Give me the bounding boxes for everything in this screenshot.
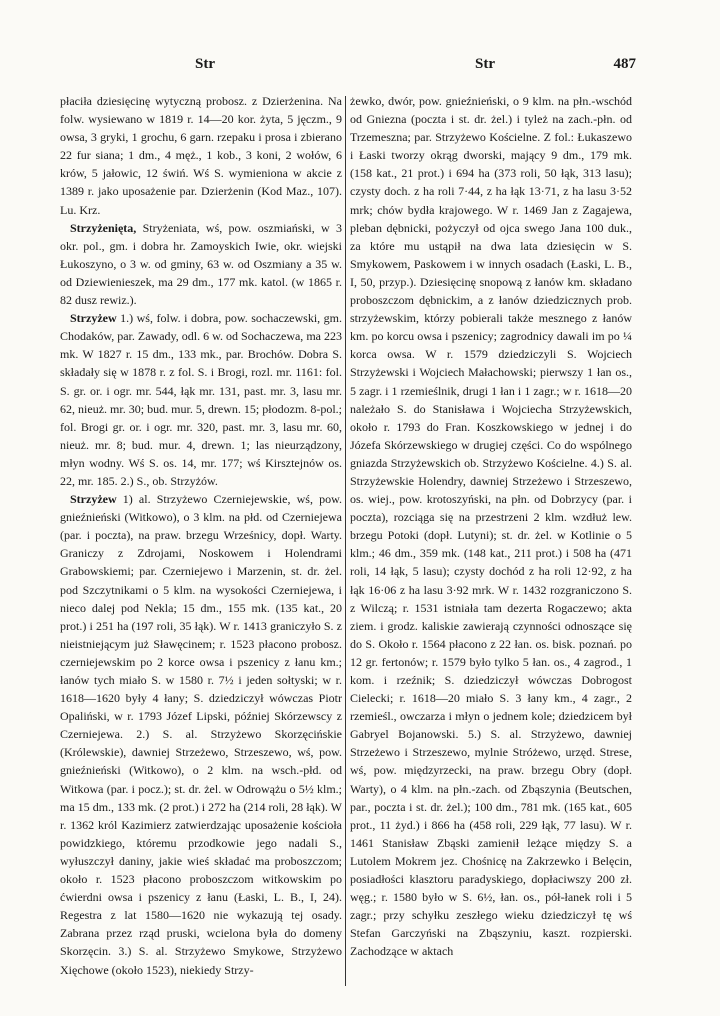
entry-paragraph: [60, 309, 342, 490]
entry-paragraph: [60, 219, 342, 309]
page-header: [60, 56, 636, 78]
entry-headword: Strzyżenięta,: [70, 220, 137, 235]
entry-paragraph: [60, 490, 342, 979]
header-left-word: Str: [195, 56, 215, 72]
header-middle-word: Str: [475, 56, 495, 72]
column-divider: [345, 96, 346, 986]
paragraph: żewko, dwór, pow. gnieźnieński, o 9 klm. na płn.-wschód od Gniezna (poczta i st. dr. żel.) i tyleż na zach.-płn. od Trzemeszna; par. Strzyżewo Kościelne. Z fol.: Łukaszewo i Łaski tworzy okrąg dworski, mający 9 dm., 179 mk. (158 kat., 21 prot.) i 694 ha (373 roli, 50 łąk, 313 lasu); czysty doch. z ha roli 7·44, z ha łąk 13·71, z ha lasu 3·52 mrk; chów bydła krajowego. W r. 1469 Jan z Zagajewa, pleban dębnicki, pożyczył od ojca swego Jana 100 duk., za które mu ustąpił na dwa lata dziesięcin w S. Smykowem, Paskowem i w innych osadach (Łaski, L. B., I, 50, przyp.). Dziesięcinę snopową z łanów km. składano proboszczom dębnickim, a z łanów dziedzicznych prob. strzyżewskim, którzy pobierali także mesznego z łanów km. po korcu owsa i pszenicy; zagrodnicy dawali im po ¼ korca owsa. W r. 1579 dziedziczyli S. Wojciech Strzyżewski i Wojciech Małachowski; pierwszy 1 łan os., 5 zagr. i 1 rzemieślnik, drugi 1 łan i 1 zagr.; w r. 1618—20 należało S. do Stanisława i Wojciecha Strzyżewskich, około r. 1793 do Fran. Koszkowskiego w jednej i do Józefa Skórzewskiego w drugiej części. Co do wspólnego gniazda Strzyżewskich ob. Strzyżewo Kościelne. 4.) S. al. Strzyżewskie Holendry, dawniej Strzeżewo i Strzeszewo, os. wiej., pow. krotoszyński, na płn. od Dobrzycy (par. i poczta), rozciąga się na przestrzeni 2 klm. wzdłuż lew. brzegu Potoki (dopł. Lutyni); st. dr. żel. w Kotlinie o 5 klm.; 46 dm., 359 mk. (148 kat., 211 prot.) i 508 ha (471 roli, 14 łąk, 5 lasu); czysty dochód z ha roli 12·92, z ha łąk 16·06 z ha lasu 3·92 mrk. W r. 1432 rozgraniczono S. z Wilczą; r. 1531 istniała tam dezerta Rogaczewo; akta ziem. i grodz. kaliskie zawierają czynności odnoszące się do S. Około r. 1564 płacono z 22 łan. os. bisk. poznań. po 12 gr. fertonów; r. 1579 było tylko 5 łan. os., 4 zagrod., 1 kom. i rzeźnik; S. dziedziczył wówczas Dobrogost Cielecki; r. 1618—20 miało S. 3 łany km., 4 zagr., 2 rzemieśl., owczarza i młyn o jednem kole; dziedzicem był Gabryel Bojanowski. 5.) S. al. Strzyżewo, dawniej Strzeżewo i Strzeszewo, mylnie Stróżewo, urzęd. Strese, wś, pow. międzyrzecki, na praw. brzegu Obry (dopł. Warty), o 4 klm. na płn.-zach. od Zbąszynia (Beutschen, par., poczta i st. dr. żel.); 100 dm., 781 mk. (165 kat., 605 prot., 11 żyd.) i 866 ha (458 roli, 229 łąk, 77 lasu). W r. 1461 Stanisław Zbąski zamienił leżące między S. a Lutolem Mokrem jez. Chośnicę na Zakrzewko i Belęcin, posiadłości klasztoru paradyskiego, dopłaciwszy 200 zł. węg.; r. 1580 było w S. 6½, łan. os., pół-łanek roli i 5 zagr.; przy schyłku zeszłego wieku dziedziczył tę wś Stefan Garczyński na Zbąszyniu, kaszt. rozpierski. Zachodzące w aktach: [350, 94, 632, 959]
entry-body: 1) al. Strzyżewo Czerniejewskie, wś, pow. gnieźnieński (Witkowo), o 3 klm. na płd. od Czerniejewa (par. i poczta), na praw. brzegu Wrześnicy, dopł. Warty. Graniczy z Zdrojami, Noskowem i Holendrami Grabowskiemi; par. Czerniejewo i Marzenin, st. dr. żel. pod Szczytnikami o 5 klm. na wysokości Czerniejewa, i nieco dalej pod Nekla; 15 dm., 155 mk. (135 kat., 20 prot.) i 251 ha (197 roli, 35 łąk). W r. 1413 graniczyło S. z nieistniejącym już Sławęcinem; r. 1523 płacono probosz. czerniejewskim po 2 korce owsa i pszenicy z łanu km.; łanów tych miało S. w 1580 r. 7½ i jeden sołtyski; w r. 1618—1620 były 4 łany; S. dziedziczył wówczas Piotr Opaliński, w r. 1793 Józef Lipski, później Skórzewscy z Czerniejewa. 2.) S. al. Strzyżewo Skorzęcińskie (Królewskie), dawniej Strzeżewo, Strzeszewo, wś, pow. gnieźnieński (Witkowo), o 2 klm. na wsch.-płd. od Witkowa (par. i pocz.); st. dr. żel. w Odrowążu o 5½ klm.; ma 15 dm., 133 mk. (2 prot.) i 272 ha (214 roli, 28 łąk). W r. 1362 król Kazimierz zatwierdzając uposażenie kościoła powidzkiego, któremu przodkowie jego nadali S., wyłuszczył daniny, jakie wieś składać ma proboszczom; około r. 1523 płacono proboszczom witkowskim po ćwierdni owsa i pszenicy z łanu (Łaski, L. B., I, 24). Regestra z lat 1580—1620 nie wykazują tej osady. Zabrana przez rząd pruski, wcielona była do domeny Skorzęcin. 3.) S. al. Strzyżewo Smykowe, Strzyżewo Xięchowe (około 1523), niekiedy Strzy-: [60, 492, 342, 977]
left-column: [60, 92, 342, 992]
text-columns: [60, 92, 636, 992]
right-column: [350, 92, 632, 992]
page-number: 487: [613, 56, 636, 72]
entry-headword: Strzyżew: [70, 492, 117, 507]
paragraph: płaciła dziesięcinę wytyczną probosz. z Dzierżenina. Na folw. wysiewano w 1819 r. 14—20 kor. żyta, 5 jęczm., 9 owsa, 3 gryki, 1 grochu, 6 garn. rzepaku i prosa i zbierano 22 fur siana; 1 dm., 4 męż., 1 kob., 3 koni, 2 wołów, 6 krów, 5 jałowic, 12 świń. Wś S. wymieniona w akcie z 1389 r. jako uposażenie par. Dzierżenin (Kod Maz., 107). Lu. Krz.: [60, 94, 342, 217]
entry-headword: Strzyżew: [70, 311, 117, 326]
entry-body: Stryżeniata, wś, pow. oszmiański, w 3 okr. pol., gm. i dobra hr. Zamoyskich Iwie, okr. wiejski Łukoszyno, o 3 w. od gminy, 63 w. od Oszmiany a 35 w. od Dziewienieszek, ma 29 dm., 177 mk. katol. (w 1865 r. 82 dusz rewiz.).: [60, 220, 342, 308]
entry-body: 1.) wś, folw. i dobra, pow. sochaczewski, gm. Chodaków, par. Zawady, odl. 6 w. od Sochaczewa, ma 223 mk. W 1827 r. 15 dm., 133 mk., par. Brochów. Dobra S. składały się w 1878 r. z fol. S. i Brogi, rozl. mr. 1161: fol. S. gr. or. i ogr. mr. 544, łąk mr. 131, past. mr. 3, lasu mr. 62, nieuż. mr. 30; bud. mur. 5, drewn. 15; płodozm. 8-pol.; fol. Brogi gr. or. i ogr. mr. 320, past. mr. 3, lasu mr. 60, nieuż. mr. 8; bud. mur. 4, drewn. 1; las nieurządzony, młyn wodny. Wś S. os. 14, mr. 177; wś Kirsztejnów os. 22, mr. 185. 2.) S., ob. Strzyżów.: [60, 311, 342, 488]
